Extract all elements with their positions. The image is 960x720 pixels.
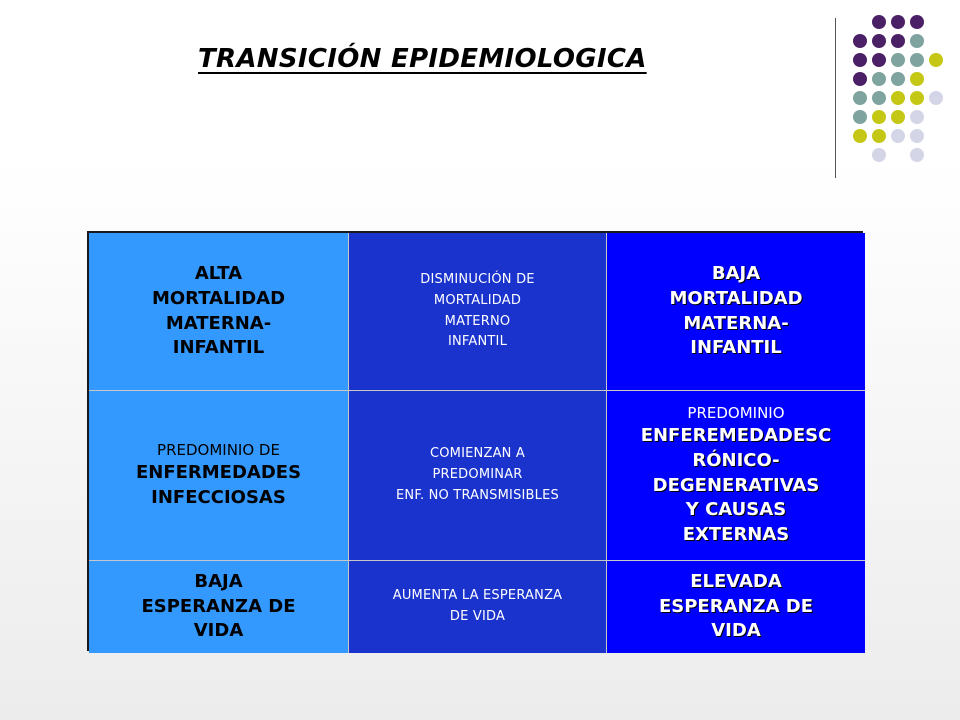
high-maternal-mortality-text: ALTA MORTALIDAD MATERNA- INFANTIL (151, 262, 286, 359)
cell-row3-col3 (607, 561, 865, 653)
cell-row2-col2 (349, 391, 607, 561)
transition-table (87, 231, 863, 651)
decorative-dot (853, 91, 867, 105)
decorative-dot (910, 53, 924, 67)
cell-row3-col1 (89, 561, 349, 653)
decorative-dot (891, 129, 905, 143)
decorative-dot (872, 53, 886, 67)
slide-title: TRANSICIÓN EPIDEMIOLOGICA (198, 44, 647, 74)
decorative-dot (853, 53, 867, 67)
decorative-dot (910, 129, 924, 143)
decorative-dot (910, 72, 924, 86)
decorative-dot (891, 15, 905, 29)
cell-row3-col2 (349, 561, 607, 653)
infectious-diseases-text: ENFERMEDADES INFECCIOSAS (135, 462, 302, 508)
decreasing-mortality-text: DISMINUCIÓN DE MORTALIDAD MATERNO INFANTIL (420, 271, 535, 350)
decorative-dot (872, 110, 886, 124)
decorative-dot (853, 72, 867, 86)
decorative-dot (853, 110, 867, 124)
high-life-expectancy-text: ELEVADA ESPERANZA DE VIDA (658, 570, 814, 642)
dot-pattern-decoration (0, 0, 960, 200)
low-life-expectancy-text: BAJA ESPERANZA DE VIDA (141, 570, 296, 642)
decorative-dot (929, 53, 943, 67)
decorative-dot (891, 110, 905, 124)
decorative-dot (891, 91, 905, 105)
decorative-dot (872, 72, 886, 86)
chronic-diseases-text: ENFEREMEDADESC RÓNICO- DEGENERATIVAS Y CAUSAS EXTERNAS (640, 424, 832, 546)
cell-row1-col3 (607, 233, 865, 391)
increasing-life-expectancy-text: AUMENTA LA ESPERANZA DE VIDA (392, 588, 563, 624)
dot-grid (0, 0, 960, 200)
decorative-dot (872, 15, 886, 29)
decorative-dot (872, 148, 886, 162)
decorative-dot (872, 34, 886, 48)
decorative-dot (872, 91, 886, 105)
cell-row2-col1 (89, 391, 349, 561)
decorative-dot (853, 34, 867, 48)
vertical-divider-line (835, 18, 836, 178)
low-maternal-mortality-text: BAJA MORTALIDAD MATERNA- INFANTIL (669, 262, 803, 359)
predominance-prefix: PREDOMINIO DE (157, 441, 280, 460)
decorative-dot (910, 91, 924, 105)
cell-row2-col3 (607, 391, 865, 561)
decorative-dot (872, 129, 886, 143)
decorative-dot (910, 148, 924, 162)
decorative-dot (929, 91, 943, 105)
decorative-dot (910, 34, 924, 48)
decorative-dot (891, 53, 905, 67)
decorative-dot (910, 110, 924, 124)
non-communicable-text: COMIENZAN A PREDOMINAR ENF. NO TRANSMISIBLES (396, 446, 559, 503)
decorative-dot (853, 129, 867, 143)
predominance-prefix-right: PREDOMINIO (687, 403, 785, 422)
decorative-dot (910, 15, 924, 29)
decorative-dot (891, 72, 905, 86)
cell-row1-col2 (349, 233, 607, 391)
cell-row1-col1 (89, 233, 349, 391)
decorative-dot (891, 34, 905, 48)
